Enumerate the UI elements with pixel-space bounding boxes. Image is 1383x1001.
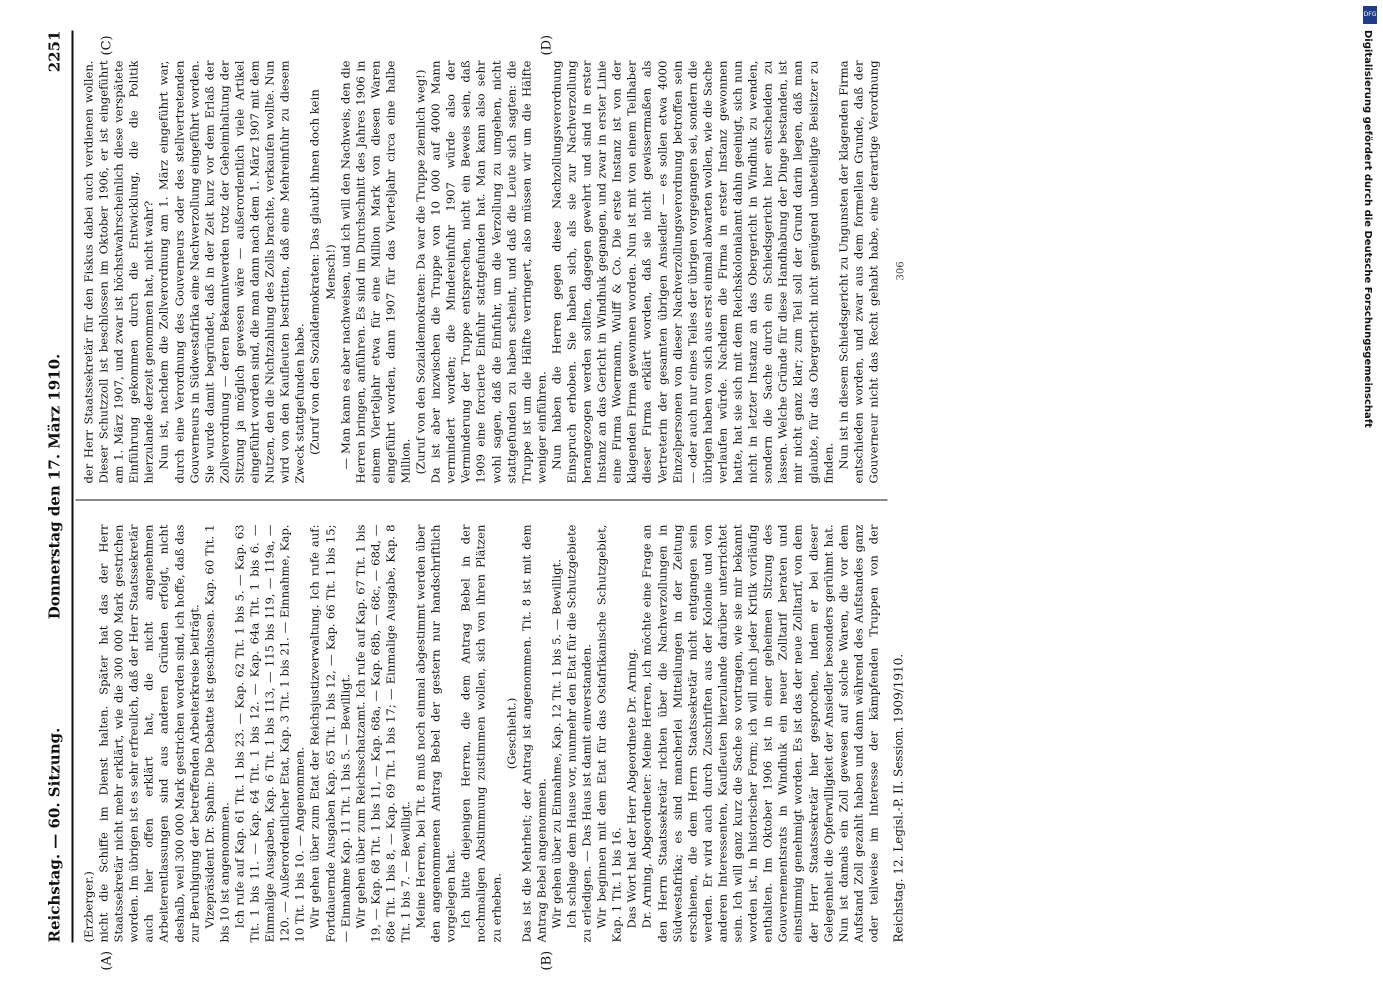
dfg-funding-note [1362,30,1381,1000]
dfg-funding-text: Digitalisierung gefördert durch die Deutsche Forschungsgemeinschaft [1362,30,1373,428]
paragraph: Meine Herren, bei Tit. 8 muß noch einmal abgestimmt werden über den angenommenen Antrag Bebel der gestern nur handschriftlich vorgelegen hat. [413,524,458,943]
paragraph: (Zuruf von den Sozialdemokraten: Das glaubt ihnen doch kein Mensch!) [307,89,337,455]
paragraph: (Zuruf von den Sozialdemokraten: Da war die Truppe ziemlich weg!) [413,69,428,475]
paragraph: Ich bitte diejenigen Herren, die dem Antrag Bebel in der nochmaligen Abstimmung zustimmen wollen, sich von ihren Plätzen zu erheben. [458,524,504,943]
paragraph: Das Wort hat der Herr Abgeordnete Dr. Arning. [624,648,639,929]
left-column [82,525,882,943]
dfg-logo: DFG [1363,6,1377,24]
paragraph: Nun ist, nachdem die Zollverordnung am 1. März eingeführt war, durch eine Verordnung des Gouverneurs oder des stellvertretenden Gouverneurs in Südwestafrika eine Nachverzollung eingeführt worden. Sie wurde damit begründet, daß in der Zeit kurz vor dem Erlaß der Zollverordnung — deren Bekanntwerden trotz der Geheimhaltung der Sitzung ja möglich gewesen wäre — außerordentlich viele Artikel eingeführt worden sind, die man dann nach dem 1. März 1907 mit dem Nutzen, den die Nichtzahlung des Zolls brachte, verkaufen wollte. Nun wird von den Kaufleuten bestritten, daß eine Mehreinfuhr zu diesem Zweck stattgefunden habe. [156,60,307,484]
right-column [82,61,882,484]
paragraph: Wir beginnen mit dem Etat für das Ostafrikanische Schutzgebiet, Kap. 1 Tit. 1 bis 16. [594,524,624,943]
paragraph: Wir gehen über zum Reichsschatzamt. Ich rufe auf Kap. 67 Tit. 1 bis 19, — Kap. 68 Tit. 1 bis 11, — Kap. 68a, — Kap. 68b, — 68c, — 68d, — 68e Tit. 1 bis 8, — Kap. 69 Tit. 1 bis 17; — Einmalige Ausgabe, Kap. 8 Tit. 1 bis 7. — Bewilligt. [353,524,413,943]
paragraph: Ich rufe auf Kap. 61 Tit. 1 bis 23. — Kap. 62 Tit. 1 bis 5. — Kap. 63 Tit. 1 bis 11. — Kap. 64 Tit. 1 bis 12. — Kap. 64a Tit. 1 bis 6. — Einmalige Ausgaben, Kap. 6 Tit. 1 bis 113, — 115 bis 119, — 119a, — 120. — Außerordentlicher Etat, Kap. 3 Tit. 1 bis 21. — Einnahme, Kap. 10 Tit. 1 bis 10. — Angenommen. [232,524,307,943]
paragraph: Vizepräsident Dr. Spahn: Die Debatte ist geschlossen. Kap. 60 Tit. 1 bis 10 ist angenommen. [202,524,232,943]
session-footer: Reichstag. 12. Legisl.-P. II. Session. 1909/1910. [891,653,906,943]
page-number: 2251 [45,30,64,73]
paragraph: (Erzberger.) [81,871,96,943]
paragraph: Nun ist in diesem Schiedsgericht zu Ungunsten der klagenden Firma entschieden worden, und zwar aus dem formellen Grunde, daß der Gouverneur nicht das Recht gehabt habe, eine derartige Verordnung [836,60,881,484]
paragraph: (Geschieht.) [504,697,519,770]
marker-c: (C) [99,35,115,56]
header-rule [72,31,74,943]
page-header [40,31,74,943]
paragraph: nicht die Schiffe im Dienst halten. Später hat das der Herr Staatssekretär nicht mehr erklärt, wie die 300 000 Mark gestrichen worden. Im übrigen ist es sehr erfreulich, daß der Herr Staatssekretär auch hier offen erklärt hat, die nicht angenehmen Arbeiterentlassungen sind aus anderen Gründen erfolgt, nicht deshalb, weil 300 000 Mark gestrichen worden sind, ich hoffe, daß das zur Beruhigung der betreffenden Arbeiterkreise beiträgt. [96,524,202,943]
paragraph: Da ist aber inzwischen die Truppe von 10 000 auf 4000 Mann vermindert worden; die Mindereinfuhr 1907 würde also der Verminderung der Truppe entsprechen, nicht ein Beweis sein, daß 1909 eine forcierte Einfuhr stattgefunden hat. Man kann also sehr wohl sagen, daß die Einfuhr, um die Verzollung zu umgehen, nicht stattgefunden zu haben scheint, und daß die Leute sich sagten: die Truppe ist um die Hälfte verringert, also müssen wir um die Hälfte weniger einführen. [428,60,549,484]
paragraph: Nun haben die Herren gegen diese Nachzollungsverordnung Einspruch erhoben. Sie haben sich, als sie zur Nachverzollung herangezogen werden sollten, dagegen gewehrt und sind in erster Instanz an das Gericht in Windhuk gegangen, und zwar in erster Linie eine Firma Woermann, Wulff & Co. Die erste Instanz ist von der klagenden Firma gewonnen worden. Nun ist mit von einem Teilhaber dieser Firma erklärt worden, daß sie nicht gewissermaßen als Vertreterin der gesamten übrigen Ansiedler — es sollen etwa 4000 Einzelpersonen von dieser Nachverzollungsverordnung betroffen sein — oder auch nur eines Teiles der übrigen vorgegangen sei, sondern die übrigen haben von sich aus erst einmal abwarten wollen, wie die Sache verlaufen würde. Nachdem die Firma in erster Instanz gewonnen hatte, hat sie sich mit dem Reichskolonialamt dahin geeinigt, sich nun nicht in letzter Instanz an das Obergericht in Windhuk zu wenden, sondern die Sache durch ein Schiedsgericht hier entscheiden zu lassen. Welche Gründe für diese Handhabung der Dinge bestanden, ist mir nicht ganz klar; zum Teil soll der Grund darin liegen, daß man glaubte, für das Obergericht nicht genügend unbeteiligte Beisitzer zu finden. [549,60,836,484]
paragraph: der Herr Staatssekretär für den Fiskus dabei auch verdienen wollen. Dieser Schutzzoll ist beschlossen im Oktober 1906, er ist eingeführt am 1. März 1907, und zwar ist höchstwahrscheinlich diese verspätete Einführung gekommen durch die Entwicklung, die die Politik hierzulande derzeit genommen hat, nicht wahr? [81,60,156,484]
marker-b: (B) [539,950,555,971]
footer-page-number: 306 [895,261,907,281]
newspaper-page [0,1,1383,1001]
marker-a: (A) [99,950,115,971]
paragraph: Wir gehen über zu Einnahme, Kap. 12 Tit. 1 bis 5. — Bewilligt. [549,559,564,929]
paragraph: Ich schlage dem Hause vor, nunmehr den Etat für die Schutzgebiete zu erledigen. — Das Haus ist damit einverstanden. [564,524,594,943]
column-divider [76,500,888,501]
header-center: Donnerstag den 17. März 1910. [45,353,64,620]
paragraph: Dr. Arning, Abgeordneter: Meine Herren, ich möchte eine Frage an den Herrn Staatssekretär richten über die Nachverzollungen in Südwestafrika; es sind mancherlei Mitteilungen in der Zeitung erschienen, die dem Herrn Staatssekretär nicht entgangen sein werden. Er wird auch durch Zuschriften aus der Kolonie und von anderen Interessenten, Kaufleuten hierzulande darüber unterrichtet sein. Ich will ganz kurz die Sache so vortragen, wie sie mir bekannt worden ist, in historischer Form; ich will mich jeder Kritik vorläufig enthalten. Im Oktober 1906 ist in einer geheimen Sitzung des Gouvernementsrats in Windhuk ein neuer Zolltarif beraten und einstimmig genehmigt worden. Es ist das der neue Zolltarif, von dem der Herr Staatssekretär hier gesprochen, indem er bei dieser Gelegenheit die Opferwilligkeit der Ansiedler besonders gerühmt hat. Nun ist damals ein Zoll gewesen auf solche Waren, die vor dem Aufstand Zoll gezahlt haben und dann während des Aufstandes ganz oder teilweise im Interesse der kämpfenden Truppen von der [639,524,881,943]
paragraph: Das ist die Mehrheit; der Antrag ist angenommen. Tit. 8 ist mit dem Antrag Bebel angenommen. [519,524,549,943]
header-left: Reichstag. — 60. Sitzung. [45,727,64,943]
paragraph: Wir gehen über zum Etat der Reichsjustizverwaltung. Ich rufe auf: Fortdauernde Ausgaben Kap. 65 Tit. 1 bis 12, — Kap. 66 Tit. 1 bis 15; — Einnahme Kap. 11 Tit. 1 bis 5. — Bewilligt. [307,524,353,943]
marker-d: (D) [539,34,555,56]
paragraph: — Man kann es aber nachweisen, und ich will den Nachweis, den die Herren bringen, anführen. Es sind im Durchschnitt des Jahres 1906 in einem Vierteljahr etwa für eine Million Mark von diesen Waren eingeführt worden, dann 1907 für das Vierteljahr circa eine halbe Million. [338,60,413,484]
